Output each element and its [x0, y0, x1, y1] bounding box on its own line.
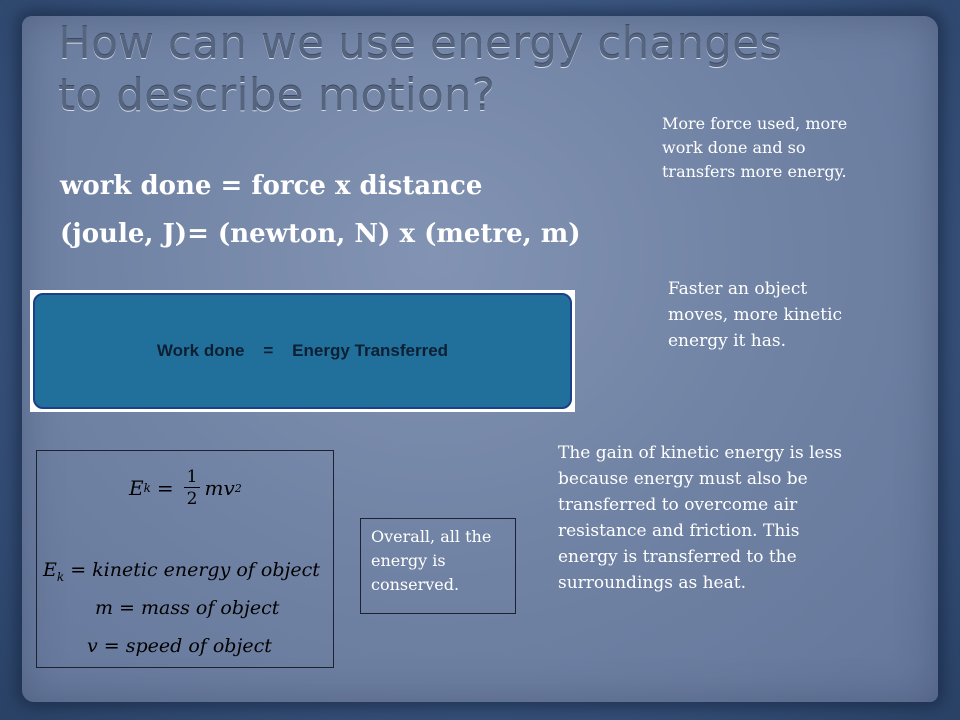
work-done-formula	[60, 168, 660, 252]
ek-symbol: E	[129, 476, 144, 500]
ek-definition	[43, 559, 320, 584]
ek-def-subscript: k	[56, 569, 65, 584]
one-half-fraction	[184, 467, 201, 510]
velocity-exponent: 2	[234, 481, 242, 495]
ek-def-text: = kinetic energy of object	[70, 559, 320, 581]
energy-conserved-box: Overall, all the energy is conserved.	[360, 518, 516, 614]
ek-def-symbol: E	[43, 559, 57, 581]
note-faster-object: Faster an object moves, more kinetic energy it has.	[668, 279, 843, 351]
formula-units-line: (joule, J)= (newton, N) x (metre, m)	[60, 219, 581, 249]
kinetic-energy-equation-box	[36, 450, 334, 668]
speed-definition: v = speed of object	[87, 635, 272, 657]
fraction-denominator: 2	[186, 488, 198, 509]
slide-title: How can we use energy changes to describe motion?	[58, 18, 783, 121]
fraction-numerator: 1	[184, 467, 201, 488]
ek-subscript: k	[143, 481, 151, 495]
formula-line-1: work done = force x distance	[60, 171, 483, 201]
work-energy-banner	[33, 293, 572, 409]
kinetic-energy-equation	[129, 461, 242, 515]
mv-term: mv	[204, 476, 235, 500]
mass-definition: m = mass of object	[95, 597, 280, 619]
banner-container	[30, 290, 575, 412]
banner-text: Work done = Energy Transferred	[156, 341, 449, 360]
equals-sign: =	[156, 476, 174, 500]
note-more-force: More force used, more work done and so transfers more energy.	[662, 114, 848, 181]
note-kinetic-energy-gain: The gain of kinetic energy is less because energy must also be transferred to overcome air resistance and friction. This energy is transferred to the surroundings as heat.	[558, 443, 843, 593]
